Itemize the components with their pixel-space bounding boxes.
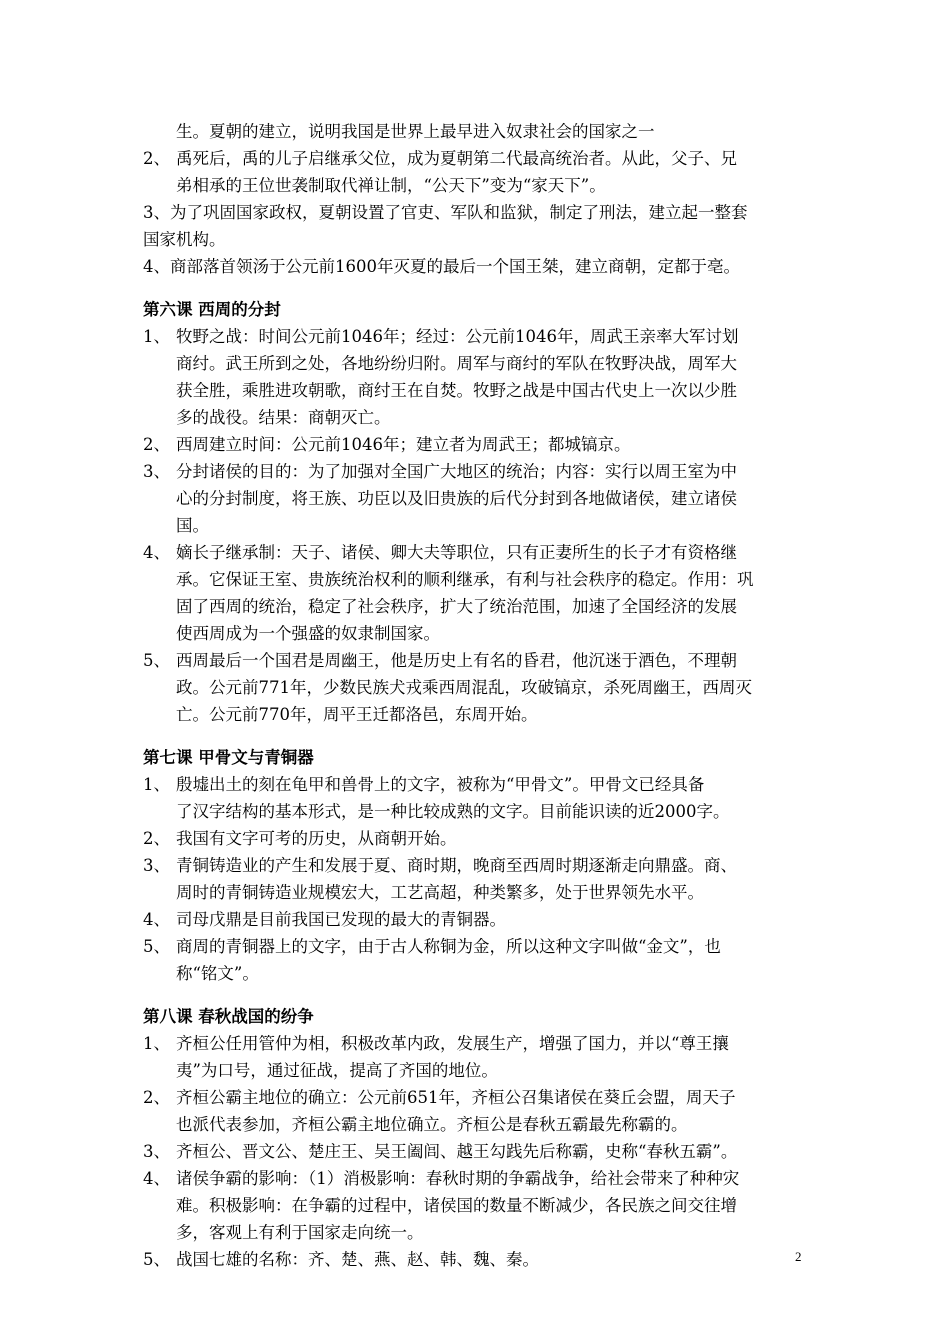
item-text	[176, 145, 813, 199]
list-item	[143, 1246, 813, 1273]
item-line: 禹死后，禹的儿子启继承父位，成为夏朝第二代最高统治者。从此，父子、兄	[176, 149, 737, 168]
item-line: 我国有文字可考的历史，从商朝开始。	[176, 829, 457, 848]
item-line: 周时的青铜铸造业规模宏大，工艺高超，种类繁多，处于世界领先水平。	[176, 883, 704, 902]
item-text	[176, 1084, 813, 1138]
item-line: 国。	[176, 516, 209, 535]
item-line: 夷”为口号，通过征战，提高了齐国的地位。	[176, 1061, 498, 1080]
item-line: 齐桓公霸主地位的确立：公元前651年，齐桓公召集诸侯在葵丘会盟，周天子	[176, 1088, 736, 1107]
item-number: 4、	[143, 910, 170, 929]
list-item	[143, 253, 813, 280]
item-text	[176, 1138, 813, 1165]
item-line: 4、商部落首领汤于公元前1600年灭夏的最后一个国王桀，建立商朝，定都于亳。	[143, 257, 740, 276]
lesson-section	[143, 744, 813, 987]
item-text	[176, 1165, 813, 1246]
item-line: 嫡长子继承制：天子、诸侯、卿大夫等职位，只有正妻所生的长子才有资格继	[176, 543, 737, 562]
item-text	[176, 323, 813, 431]
lesson-section	[143, 1003, 813, 1273]
item-line: 获全胜，乘胜进攻朝歌，商纣王在自焚。牧野之战是中国古代史上一次以少胜	[176, 381, 737, 400]
intro-continuation-line: 生。夏朝的建立，说明我国是世界上最早进入奴隶社会的国家之一	[176, 122, 655, 141]
item-line: 难。积极影响：在争霸的过程中，诸侯国的数量不断减少，各民族之间交往增	[176, 1196, 737, 1215]
item-text	[176, 539, 813, 647]
list-item	[143, 906, 813, 933]
item-number: 5、	[143, 651, 170, 670]
item-line: 西周建立时间：公元前1046年；建立者为周武王；都城镐京。	[176, 435, 631, 454]
item-number: 4、	[143, 1169, 170, 1188]
item-line: 亡。公元前770年，周平王迁都洛邑，东周开始。	[176, 705, 538, 724]
item-text	[176, 852, 813, 906]
item-number: 5、	[143, 1250, 170, 1269]
item-line: 商纣。武王所到之处，各地纷纷归附。周军与商纣的军队在牧野决战，周军大	[176, 354, 737, 373]
intro-list	[143, 145, 813, 280]
item-number: 3、	[143, 1142, 170, 1161]
list-item	[143, 199, 813, 253]
section-heading: 第八课 春秋战国的纷争	[143, 1007, 314, 1026]
list-item	[143, 1165, 813, 1246]
item-text	[176, 933, 813, 987]
item-line: 政。公元前771年，少数民族犬戎乘西周混乱，攻破镐京，杀死周幽王，西周灭	[176, 678, 752, 697]
item-line: 齐桓公任用管仲为相，积极改革内政，发展生产，增强了国力，并以“尊王攘	[176, 1034, 729, 1053]
list-item	[143, 1030, 813, 1084]
list-item	[143, 771, 813, 825]
list-item	[143, 1138, 813, 1165]
item-line: 了汉字结构的基本形式，是一种比较成熟的文字。目前能识读的近2000字。	[176, 802, 730, 821]
list-item	[143, 825, 813, 852]
item-line: 多，客观上有利于国家走向统一。	[176, 1223, 424, 1242]
page-content	[143, 118, 813, 1273]
item-line: 使西周成为一个强盛的奴隶制国家。	[176, 624, 440, 643]
item-number: 1、	[143, 327, 170, 346]
item-text	[176, 458, 813, 539]
item-text	[176, 825, 813, 852]
item-line: 商周的青铜器上的文字，由于古人称铜为金，所以这种文字叫做“金文”，也	[176, 937, 721, 956]
section-heading: 第七课 甲骨文与青铜器	[143, 748, 314, 767]
item-text	[176, 771, 813, 825]
item-line: 战国七雄的名称：齐、楚、燕、赵、韩、魏、秦。	[176, 1250, 539, 1269]
list-item	[143, 1084, 813, 1138]
item-line: 诸侯争霸的影响：（1）消极影响：春秋时期的争霸战争，给社会带来了种种灾	[176, 1169, 740, 1188]
list-item	[143, 852, 813, 906]
item-line: 殷墟出土的刻在龟甲和兽骨上的文字，被称为“甲骨文”。甲骨文已经具备	[176, 775, 705, 794]
item-number: 2、	[143, 1088, 170, 1107]
item-number: 1、	[143, 775, 170, 794]
item-line: 青铜铸造业的产生和发展于夏、商时期，晚商至西周时期逐渐走向鼎盛。商、	[176, 856, 737, 875]
item-line: 弟相承的王位世袭制取代禅让制，“公天下”变为“家天下”。	[176, 176, 606, 195]
item-text	[176, 906, 813, 933]
item-line: 国家机构。	[143, 230, 226, 249]
list-item	[143, 458, 813, 539]
item-line: 分封诸侯的目的：为了加强对全国广大地区的统治；内容：实行以周王室为中	[176, 462, 737, 481]
item-line: 齐桓公、晋文公、楚庄王、吴王阖闾、越王勾践先后称霸，史称“春秋五霸”。	[176, 1142, 738, 1161]
list-item	[143, 933, 813, 987]
list-item	[143, 323, 813, 431]
section-heading: 第六课 西周的分封	[143, 300, 281, 319]
page-number: 2	[795, 1249, 802, 1264]
item-line: 司母戊鼎是目前我国已发现的最大的青铜器。	[176, 910, 506, 929]
item-line: 3、为了巩固国家政权，夏朝设置了官吏、军队和监狱，制定了刑法，建立起一整套	[143, 203, 748, 222]
item-number: 2、	[143, 435, 170, 454]
item-text	[176, 1246, 813, 1273]
item-line: 牧野之战：时间公元前1046年；经过：公元前1046年，周武王亲率大军讨划	[176, 327, 739, 346]
item-line: 固了西周的统治，稳定了社会秩序，扩大了统治范围，加速了全国经济的发展	[176, 597, 737, 616]
item-number: 2、	[143, 149, 170, 168]
item-number: 5、	[143, 937, 170, 956]
item-text	[176, 647, 813, 728]
list-item	[143, 431, 813, 458]
item-number: 2、	[143, 829, 170, 848]
item-line: 承。它保证王室、贵族统治权利的顺利继承，有利与社会秩序的稳定。作用：巩	[176, 570, 754, 589]
lesson-sections	[143, 296, 813, 1273]
item-number: 4、	[143, 543, 170, 562]
item-number: 1、	[143, 1034, 170, 1053]
item-text	[176, 1030, 813, 1084]
lesson-section	[143, 296, 813, 728]
item-number: 3、	[143, 856, 170, 875]
list-item	[143, 539, 813, 647]
item-line: 称“铭文”。	[176, 964, 259, 983]
item-line: 西周最后一个国君是周幽王，他是历史上有名的昏君，他沉迷于酒色，不理朝	[176, 651, 737, 670]
item-text	[176, 431, 813, 458]
item-number: 3、	[143, 462, 170, 481]
list-item	[143, 145, 813, 199]
item-line: 也派代表参加，齐桓公霸主地位确立。齐桓公是春秋五霸最先称霸的。	[176, 1115, 688, 1134]
list-item	[143, 647, 813, 728]
item-line: 心的分封制度，将王族、功臣以及旧贵族的后代分封到各地做诸侯，建立诸侯	[176, 489, 737, 508]
item-line: 多的战役。结果：商朝灭亡。	[176, 408, 391, 427]
